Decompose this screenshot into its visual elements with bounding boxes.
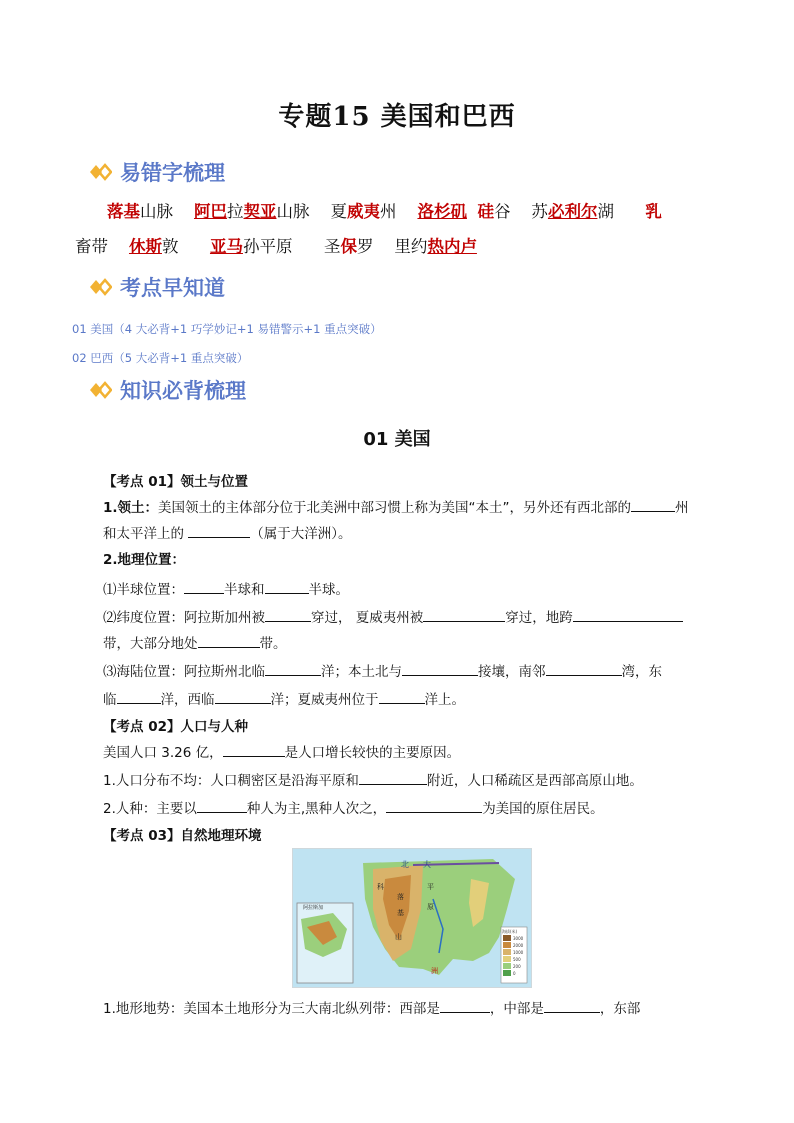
legend-value: 1000	[513, 950, 524, 955]
word-text: 山脉	[140, 202, 173, 221]
section-title: 易错字梳理	[120, 161, 225, 185]
fill-blank[interactable]	[440, 1000, 490, 1013]
typo-word: 洛杉矶	[417, 202, 467, 221]
fill-blank[interactable]	[265, 581, 309, 594]
paragraph-hemisphere	[103, 578, 349, 598]
text: 和太平洋上的	[103, 526, 189, 542]
text: （属于大洋洲）。	[250, 526, 352, 542]
map-label: 基	[397, 909, 404, 917]
text: 洋；本土北与	[321, 664, 402, 680]
text: 半球和	[224, 582, 265, 598]
typo-word: 亚马	[209, 237, 243, 256]
topic-heading-1: 【考点 01】领土与位置	[103, 474, 248, 490]
typo-word: 落基	[107, 202, 140, 221]
text: 1.地形地势：美国本土地形分为三大南北纵列带：西部是	[103, 1001, 440, 1017]
fill-blank[interactable]	[197, 800, 247, 813]
word-text: 山脉	[276, 202, 310, 221]
fill-blank[interactable]	[188, 525, 250, 538]
text: 洋上。	[424, 692, 465, 708]
map-label: 洲	[431, 967, 438, 975]
map-label: 落	[397, 893, 404, 901]
map-label: 山	[395, 933, 402, 941]
word-text: 畜带	[75, 237, 129, 256]
word-text: 孙平原 圣	[242, 237, 341, 256]
fill-blank[interactable]	[402, 663, 478, 676]
map-label: 科	[377, 883, 384, 891]
label: 1.领土：	[103, 500, 159, 516]
fill-blank[interactable]	[544, 1000, 600, 1013]
word-text: 罗 里约	[356, 237, 428, 256]
toc-link-brazil[interactable]: 02 巴西（5 大必背+1 重点突破）	[72, 351, 249, 365]
typo-word: 热内卢	[427, 237, 477, 256]
topic-heading-2: 【考点 02】人口与人种	[103, 719, 248, 735]
text: 带，大部分地处	[103, 636, 198, 652]
typo-word: 威夷	[346, 202, 380, 221]
subheading-location: 2.地理位置：	[103, 552, 186, 568]
word-text: 州	[379, 202, 418, 221]
text: 州	[675, 500, 689, 516]
double-chevron-icon	[88, 277, 112, 297]
paragraph-race	[103, 797, 604, 817]
text: 种人为主,黑种人次之，	[246, 801, 387, 817]
section-header-typos	[88, 157, 225, 187]
fill-blank[interactable]	[223, 744, 285, 757]
text: ，中部是	[489, 1001, 544, 1017]
page-title: 专题15 美国和巴西	[278, 102, 516, 132]
fill-blank[interactable]	[573, 609, 683, 622]
fill-blank[interactable]	[423, 609, 505, 622]
double-chevron-icon	[88, 162, 112, 182]
chapter-heading-usa: 01 美国	[363, 429, 431, 450]
usa-topographic-map	[292, 848, 532, 988]
map-label: 原	[427, 903, 434, 911]
section-title: 知识必背梳理	[120, 379, 246, 403]
fill-blank[interactable]	[215, 691, 271, 704]
paragraph-territory	[103, 496, 689, 516]
map-label: 大	[423, 860, 431, 869]
typo-word: 契亚	[243, 202, 277, 221]
fill-blank[interactable]	[184, 581, 224, 594]
text: 穿过，地跨	[505, 610, 573, 626]
text: 附近，人口稀疏区是西部高原山地。	[426, 773, 643, 789]
text: 为美国的原住居民。	[482, 801, 604, 817]
paragraph-population	[103, 741, 460, 761]
text: 湾，东	[621, 664, 662, 680]
toc-link-usa[interactable]: 01 美国（4 大必背+1 巧学妙记+1 易错警示+1 重点突破）	[72, 322, 382, 336]
topic-heading-3: 【考点 03】自然地理环境	[103, 828, 262, 844]
text: 2.人种：主要以	[103, 801, 197, 817]
legend-value: 0	[513, 971, 516, 976]
text: ⑵纬度位置：阿拉斯加州被	[103, 610, 265, 626]
text: 临	[103, 692, 117, 708]
text: ，东部	[599, 1001, 641, 1017]
legend-value: 2000	[513, 943, 524, 948]
text: 是人口增长较快的主要原因。	[284, 745, 461, 761]
fill-blank[interactable]	[265, 609, 311, 622]
paragraph-land-sea	[103, 660, 662, 680]
section-header-knowledge	[88, 375, 246, 405]
text: ⑴半球位置：	[103, 582, 184, 598]
text: 半球。	[308, 582, 349, 598]
paragraph-land-sea-cont	[103, 688, 465, 708]
paragraph-terrain	[103, 997, 640, 1017]
map-label: 阿拉斯加	[303, 905, 324, 911]
section-title: 考点早知道	[120, 276, 225, 300]
fill-blank[interactable]	[117, 691, 161, 704]
text: 穿过， 夏威夷州被	[311, 610, 424, 626]
legend-value: 200	[513, 964, 521, 969]
fill-blank[interactable]	[631, 499, 675, 512]
legend-title: 海拔(米)	[502, 929, 518, 934]
typo-word: 乳	[645, 202, 662, 221]
fill-blank[interactable]	[198, 635, 260, 648]
fill-blank[interactable]	[386, 800, 482, 813]
paragraph-latitude-cont	[103, 632, 287, 652]
typo-word: 阿巴	[193, 202, 227, 221]
section-header-overview	[88, 272, 225, 302]
fill-blank[interactable]	[546, 663, 622, 676]
map-label: 平	[427, 883, 434, 891]
text: ⑶海陆位置：阿拉斯州北临	[103, 664, 265, 680]
fill-blank[interactable]	[359, 772, 427, 785]
fill-blank[interactable]	[379, 691, 425, 704]
typo-words-row-1	[107, 198, 662, 222]
text: 洋；夏威夷州位于	[270, 692, 379, 708]
text: 1.人口分布不均：人口稠密区是沿海平原和	[103, 773, 359, 789]
typo-words-row-2	[75, 233, 477, 257]
paragraph-latitude	[103, 606, 683, 626]
paragraph-distribution	[103, 769, 643, 789]
word-text: 湖	[597, 202, 646, 221]
legend-value: 500	[513, 957, 521, 962]
text: 带。	[259, 636, 287, 652]
word-text	[467, 202, 478, 221]
fill-blank[interactable]	[265, 663, 321, 676]
typo-word: 硅	[477, 202, 494, 221]
word-text: 敦	[161, 237, 210, 256]
word-text	[173, 202, 194, 221]
paragraph-territory-cont	[103, 522, 352, 542]
text: 洋，西临	[160, 692, 215, 708]
word-text: 夏	[309, 202, 347, 221]
double-chevron-icon	[88, 380, 112, 400]
map-label: 北	[401, 860, 409, 869]
typo-word: 休斯	[128, 237, 162, 256]
typo-word: 必利尔	[547, 202, 598, 221]
text: 美国领土的主体部分位于北美洲中部习惯上称为美国“本土”，另外还有西北部的	[158, 500, 632, 516]
word-text: 谷 苏	[493, 202, 548, 221]
map-graphic	[293, 849, 531, 987]
legend-value: 3000	[513, 936, 524, 941]
word-text: 拉	[226, 202, 244, 221]
text: 美国人口 3.26 亿，	[103, 745, 223, 761]
typo-word: 保	[340, 237, 357, 256]
text: 接壤，南邻	[478, 664, 546, 680]
